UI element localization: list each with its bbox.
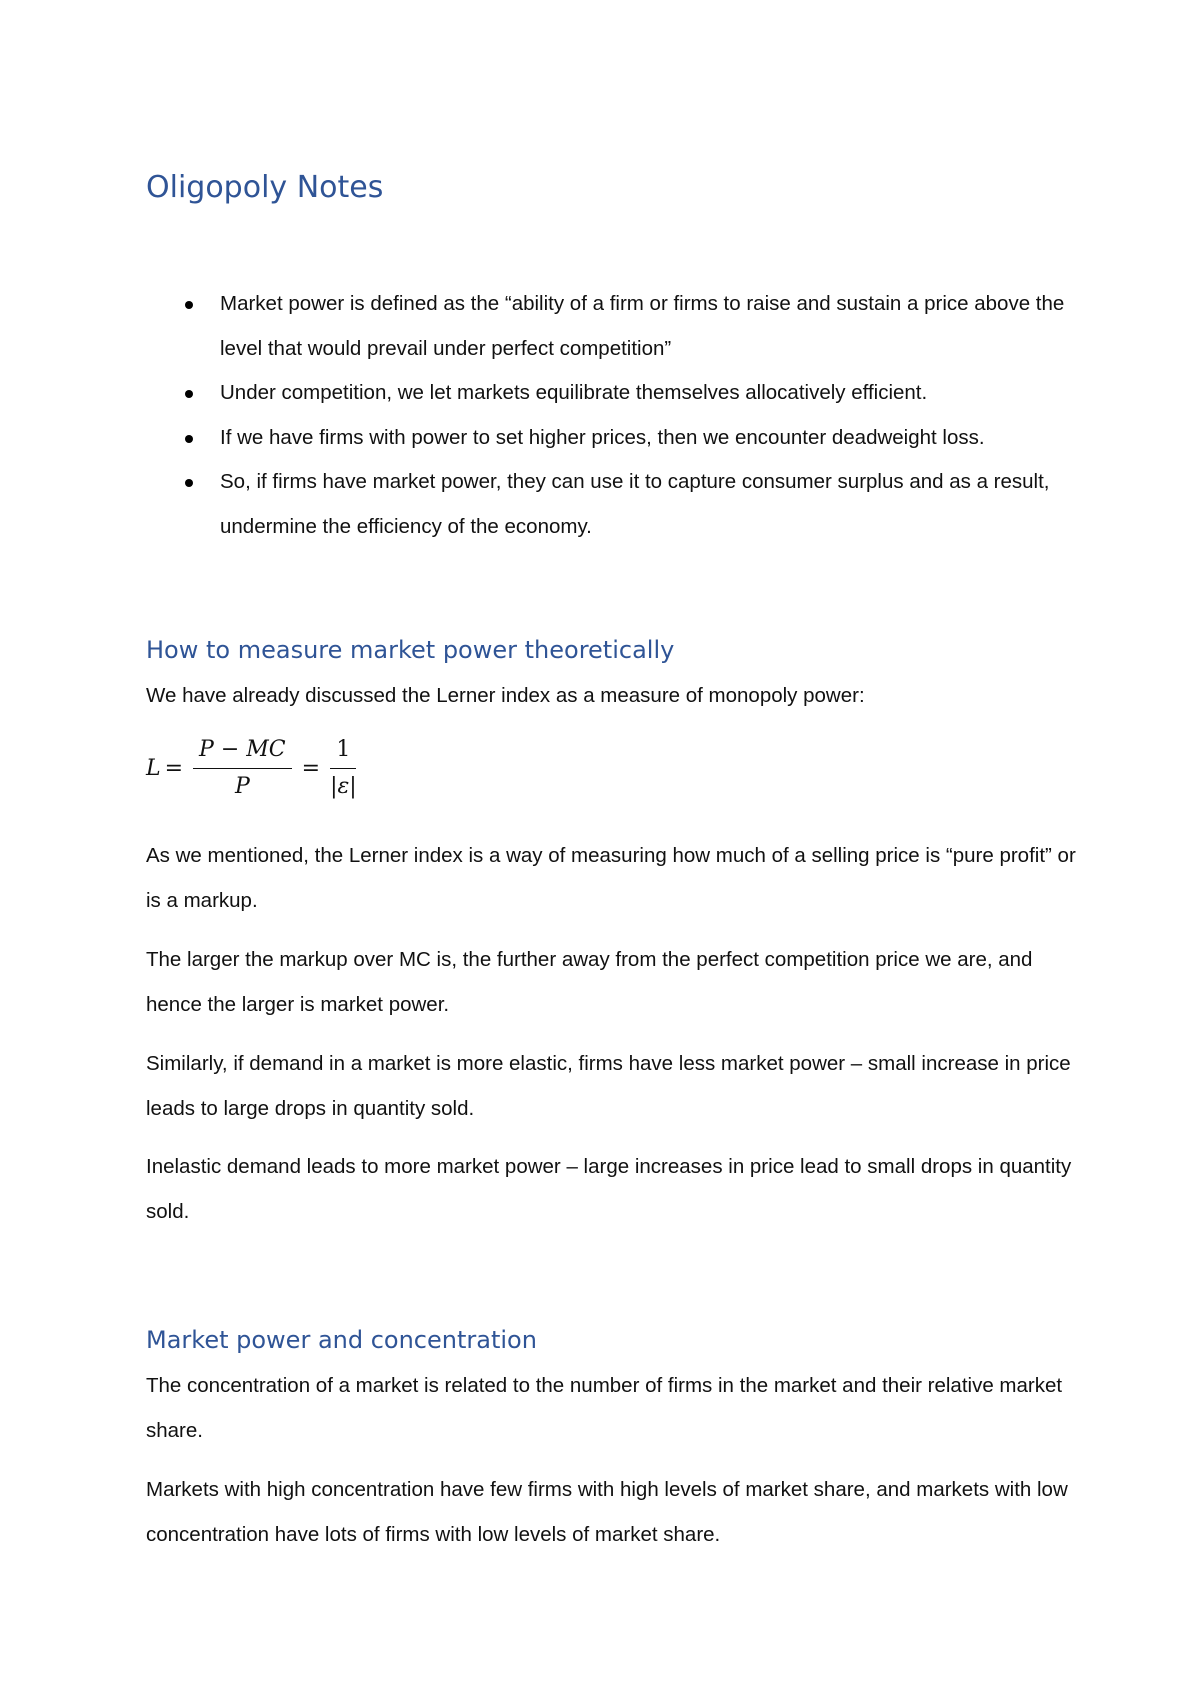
section-heading-measure: How to measure market power theoretically — [146, 636, 675, 664]
formula-denominator: P — [234, 774, 250, 799]
section-heading-concentration: Market power and concentration — [146, 1326, 537, 1354]
paragraph: The larger the markup over MC is, the further away from the perfect competition price we are, and hence the larger is market power. — [146, 948, 1033, 1016]
bullet-item: So, if firms have market power, they can use it to capture consumer surplus and as a result, undermine the efficiency of the economy. — [146, 460, 1076, 549]
formula-lhs: L — [146, 756, 161, 781]
formula-denominator-2: |ε| — [330, 774, 357, 799]
formula-numerator-2: 1 — [330, 736, 356, 769]
bullet-item: If we have firms with power to set higher prices, then we encounter deadweight loss. — [146, 416, 1076, 461]
paragraph: Markets with high concentration have few firms with high levels of market share, and markets with low concentration have lots of firms with low levels of market share. — [146, 1478, 1068, 1546]
paragraph: The concentration of a market is related to the number of firms in the market and their relative market share. — [146, 1374, 1063, 1442]
paragraph: Similarly, if demand in a market is more elastic, firms have less market power – small increase in price leads to large drops in quantity sold. — [146, 1052, 1071, 1120]
formula-numerator: P − MC — [193, 736, 292, 769]
paragraph: Inelastic demand leads to more market power – large increases in price lead to small drops in quantity sold. — [146, 1155, 1072, 1223]
bullet-item: Under competition, we let markets equilibrate themselves allocatively efficient. — [146, 371, 1076, 416]
formula-equals: = — [164, 756, 184, 781]
formula-fraction-1 — [193, 736, 292, 801]
lerner-formula — [146, 736, 363, 801]
bullet-item: Market power is defined as the “ability of a firm or firms to raise and sustain a price above the level that would prevail under perfect competition” — [146, 282, 1076, 371]
paragraph: As we mentioned, the Lerner index is a way of measuring how much of a selling price is “pure profit” or is a markup. — [146, 844, 1076, 912]
bullet-list — [146, 282, 1076, 549]
document-title: Oligopoly Notes — [146, 170, 384, 205]
formula-fraction-2 — [330, 736, 357, 801]
intro-paragraph: We have already discussed the Lerner index as a measure of monopoly power: — [146, 684, 865, 707]
formula-equals-2: = — [301, 756, 321, 781]
